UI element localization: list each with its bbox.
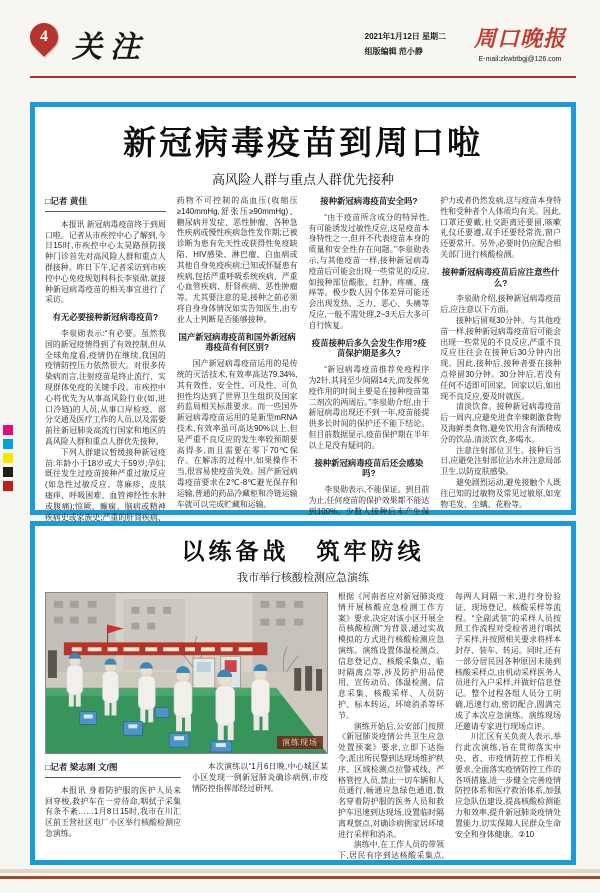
article-subhead: 接种新冠病毒疫苗后应注意些什么? (442, 266, 560, 288)
masthead-name: 周口晚报 (473, 26, 566, 51)
article-paragraph: 国产新冠病毒疫苗运用的是传统的灭活技术,有效率高达79.34%,其有效性、安全性、可及性、可负担性均达到了世界卫生组织及国家药监局相关标准要求。而一些国外新冠病毒疫苗运用的是新型mRNA技术,有效率虽可高达90%以上,但是严重不良反应的发生率较预期要高得多,而且需要在零下70℃保存。在解冻的过程中,如果操作不当,很容易使疫苗失效。国产新冠病毒疫苗要求在2℃-8℃避光保存和运输,普通的药品冷藏柜和冷链运输车就可以完成贮藏和运输。 (176, 359, 298, 509)
date-line: 2021年1月12日 星期二 (364, 32, 446, 41)
masthead-email: E-mail:zkwbtbgj@126.com (478, 56, 562, 63)
article-subhead: 接种新冠病毒疫苗后还会感染吗? (314, 457, 424, 479)
article-paragraph: 下列人群建议暂缓接种新冠疫苗:年龄小于18岁或大于59岁;孕妇;既往发生过疫苗接种严重过敏反应(如急性过敏反应、荨麻疹、皮肤瘙痒、呼吸困难、血管神经性水肿或腹痛);惊厥、癫痫、脑病或精神疾病史或家族史;严重的肝肾疾病、药物不可控制的高血压(收缩压≥140mmHg,舒张压≥90mmHg)、糖尿病并发症、恶性肿瘤、各种急性疾病或慢性疾病急性发作期;已被诊断为患有先天性或获得性免疫缺陷、HIV感染、淋巴瘤、白血病或其他自身免疫疾病;已知或怀疑患有疾病,包括严重呼吸系统疾病、严重心血管疾病、肝肾疾病、恶性肿瘤等。尤其要注意的是,接种之前必须将自身身体情况如实告知医生,由专业人士判断是否能够接种。 (45, 196, 298, 522)
article-paragraph: 演练开始后,公安部门按照《新冠肺炎疫情公共卫生应急处置预案》要求,立即下达指令,派出所民警到达现场维护秩序、区域检测点拉警戒线、严格管控人员,禁止一切车辆和人员通行,畅通应急绿色通道,数名穿着防护服的医务人员和救护车迅速到达现场,设置临时隔离观察点,对确诊病例家居环境进行采样和消杀。 (338, 721, 444, 839)
registration-mark (3, 439, 13, 449)
article-paragraph: 本次演练以“1月6日晚,中心城区某小区发现一例新冠肺炎确诊病例,市疫情防控指挥部经过研判, (192, 762, 328, 793)
article-paragraph: 本报讯 身着防护服的医护人员来回穿梭,救护车在一旁待命,咽拭子采集有条不紊……1月8日15时,我市在川汇区前王营社区电厂小区举行核酸检测应急演练。 (45, 785, 181, 838)
article-drill-right (338, 592, 561, 862)
masthead (464, 22, 576, 63)
section-title: 关注 (72, 31, 148, 64)
article-paragraph: 接种后留观30分钟。与其他疫苗一样,接种新冠病毒疫苗后可能会出现一些常见的不良反应,严重不良反应往往会在接种后30分钟内出现。因此,接种后,接种者要在接种点停留30分钟。30分钟后,若没有任何不适即可回家。回家以后,如出现不良反应,要及时就医。 (440, 315, 561, 401)
date-block (365, 29, 446, 59)
page-number-pin-icon (24, 17, 64, 57)
article-paragraph: 川汇区有关负责人表示,举行此次演练,旨在贯彻落实中央、省、市疫情防控工作相关要求,全面落实疫情防控工作的各项措施,进一步健全完善疫情防控体系和医疗救治体系,加强应急队伍建设,提高核酸检测能力和效率,提升新冠肺炎疫情处置能力,切实保障人民群众生命安全和身体健康。②10 (455, 732, 561, 839)
article-paragraph: 本报讯 新冠病毒疫苗终于到周口啦。记者从市疾控中心了解到,今日15时,市疾控中心太昊路预防接种门诊首先对高风险人群和重点人群接种。昨日下午,记者采访到市疾控中心免疫规划科科长李泉勋,就接种新冠病毒疫苗的相关事宜进行了采访。 (45, 219, 166, 305)
article-drill-subheadline: 我市举行核酸检测应急演练 (237, 572, 369, 584)
article-drill-columns (45, 592, 561, 862)
registration-mark (3, 481, 13, 491)
bottom-rule (0, 876, 600, 879)
registration-mark (3, 425, 13, 435)
article-paragraph: 根据《河南省应对新冠肺炎疫情开展核酸应急检测工作方案》要求,决定对该小区开展全员核酸检测”为背景,通过实战模拟的方式进行核酸检测应急演练。演练设置体温检测点、信息登记点、核酸采集点、临时隔离点等,涉及防护用品使用、宣传动员、体温检测、信息采集、核酸采样、人员防护、标本转运、环境消杀等环节。 (338, 592, 444, 720)
article-vaccine-frame (30, 102, 576, 522)
bottom-cream-strip (0, 869, 600, 873)
article-paragraph: 注意注射部位卫生。接种后当日,应避免注射部位沾水并注意局部卫生,以防皮肤感染。 (440, 445, 561, 477)
article-drill-left-text (45, 762, 328, 856)
page-header (0, 0, 600, 72)
article-paragraph: 李泉勋介绍,接种新冠病毒疫苗后,应注意以下方面。 (440, 294, 561, 315)
page-number: 4 (40, 28, 48, 45)
header-rule (30, 76, 576, 78)
article-paragraph: 李泉勋表示,不能保证。到目前为止,任何疫苗的保护效果都不能达到100%。少数人接种后未产生保护力或者仍然发病,这与疫苗本身特性和受种者个人体质均有关。因此,口罩还要戴,社交距离还要留,咳嗽礼仪还要遵,双手还要经常洗,窗户还要常开。另外,必要时仍应配合相关部门进行核酸检测。 (308, 196, 561, 516)
article-drill-right-text (338, 592, 561, 862)
article-drill-headline: 以练备战 筑牢防线 (181, 538, 425, 564)
article-subhead: 接种新冠病毒疫苗安全吗? (320, 196, 418, 206)
article-paragraph: 清淡饮食。接种新冠病毒疫苗后一周内,应避免进食辛辣刺激食物及海鲜类食物,避免饮用含有酒精成分的饮品,清淡饮食,多喝水。 (440, 402, 561, 444)
photo-caption-badge: 演练现场 (277, 736, 323, 749)
registration-marks (3, 425, 13, 491)
reporter-byline: □记者 黄佳 (45, 196, 166, 212)
article-vaccine-body (45, 196, 561, 524)
article-drill-frame (30, 521, 576, 865)
drill-photo (45, 592, 328, 754)
article-paragraph: “由于疫苗所含成分的特异性,有可能诱发过敏性反应,这是疫苗本身特性之一,但并不代表疫苗本身的质量和安全性存在问题。”李泉勋表示,与其他疫苗一样,接种新冠病毒疫苗后可能会出现一些常见的反应,如接种部位酸胀、红肿、疼痛、瘙痒等。极少数人因个体差异可能还会出现发热、乏力、恶心、头痛等反应,一般不需处理,2~3天后大多可自行恢复。 (308, 212, 430, 330)
article-paragraph: 演练中,在工作人员的带领下,居民有序到达核酸采集点,每两人间隔一米,进行身份验证、现场登记、核酸采样等流程。“全副武装”的采样人员按照工作流程对受检者进行咽拭子采样,并按照相关要求将样本封存、装车、转运。同时,还有一部分居民因各种原因未能到核酸采样点,由机动采样医务人员进行入户采样,并做好信息登记。整个过程各组人员分工明确,迅速行动,密切配合,圆满完成了本次应急演练。演练现场还邀请专家进行现场点评。 (338, 592, 561, 861)
article-drill-left (45, 592, 328, 862)
article-vaccine-headline: 新冠病毒疫苗到周口啦 (123, 124, 483, 161)
article-subhead: 有无必要接种新冠病毒疫苗? (52, 312, 159, 323)
article-paragraph: 李泉勋表示:“有必要。虽然我国的新冠疫情得到了有效控制,但从全球角度看,疫情仍在继续,我国的疫情防控压力依然很大。对很多传染病而言,注射疫苗是终止流行、实现群体免疫的关键手段。市疾控中心将优先为从事高风险行业(如,进口冷链)的人员,从事口岸检疫、部分交通及医疗工作的人员,以及需要前往新冠肺炎高流行国家和地区的高风险人群和重点人群优先接种。 (45, 328, 166, 446)
drill-photo-illustration (46, 593, 327, 753)
article-subhead: 疫苗接种后多久会发生作用?疫苗保护期是多久? (311, 337, 426, 359)
editor-line: 组版编辑 范小静 (364, 47, 423, 56)
reporter-byline: □记者 梁志刚 文/图 (45, 762, 181, 778)
article-vaccine-subheadline: 高风险人群与重点人群优先接种 (211, 172, 394, 187)
article-paragraph: “新冠病毒疫苗推荐免疫程序为2针,其间至少间隔14天,而发挥免疫作用的时间主要是在接种疫苗第二剂次的两周后。”李泉勋介绍,由于新冠病毒出现还不到一年,疫苗能提供多长时间的保护还不能下结论。但目前数据显示,疫苗保护期在半年以上是没有疑问的。 (308, 365, 430, 450)
article-paragraph: 避免剧烈运动,避免接触个人既往已知的过敏物及常见过敏原,如宠物毛发、尘螨、花粉等。 (440, 477, 561, 509)
registration-mark (3, 453, 13, 463)
article-subhead: 国产新冠病毒疫苗和国外新冠病毒疫苗有何区别? (178, 331, 296, 353)
registration-mark (3, 467, 13, 477)
